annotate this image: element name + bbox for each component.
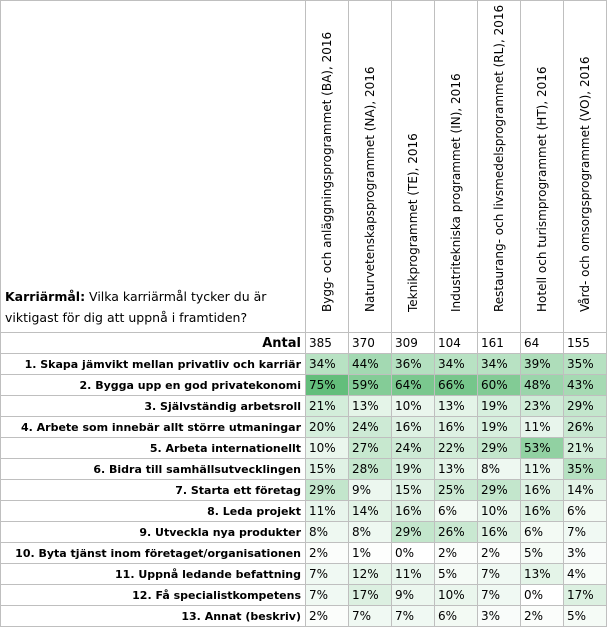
value-cell: 6% <box>564 501 607 522</box>
value-cell: 1% <box>349 543 392 564</box>
value-cell: 0% <box>392 543 435 564</box>
question-title <box>1 1 306 333</box>
value-cell: 15% <box>392 480 435 501</box>
row-label: 10. Byta tjänst inom företaget/organisationen <box>1 543 306 564</box>
value-cell: 29% <box>392 522 435 543</box>
value-cell: 7% <box>478 585 521 606</box>
table-row <box>1 585 607 606</box>
value-cell: 16% <box>521 501 564 522</box>
value-cell: 10% <box>435 585 478 606</box>
value-cell: 10% <box>306 438 349 459</box>
value-cell: 34% <box>435 354 478 375</box>
row-label: 2. Bygga upp en god privatekonomi <box>1 375 306 396</box>
value-cell: 64% <box>392 375 435 396</box>
row-label: 11. Uppnå ledande befattning <box>1 564 306 585</box>
value-cell: 25% <box>435 480 478 501</box>
row-label: 9. Utveckla nya produkter <box>1 522 306 543</box>
antal-row <box>1 333 607 354</box>
value-cell: 19% <box>478 417 521 438</box>
table-row <box>1 417 607 438</box>
value-cell: 6% <box>521 522 564 543</box>
value-cell: 8% <box>306 522 349 543</box>
antal-label: Antal <box>1 333 306 354</box>
value-cell: 7% <box>306 564 349 585</box>
table-row <box>1 438 607 459</box>
value-cell: 11% <box>306 501 349 522</box>
value-cell: 14% <box>349 501 392 522</box>
value-cell: 8% <box>478 459 521 480</box>
value-cell: 5% <box>564 606 607 627</box>
value-cell: 5% <box>521 543 564 564</box>
value-cell: 29% <box>478 438 521 459</box>
column-header-in: Industritekniska programmet (IN), 2016 <box>435 1 478 333</box>
table-row <box>1 543 607 564</box>
value-cell: 9% <box>349 480 392 501</box>
value-cell: 5% <box>435 564 478 585</box>
value-cell: 3% <box>564 543 607 564</box>
value-cell: 60% <box>478 375 521 396</box>
value-cell: 35% <box>564 459 607 480</box>
value-cell: 8% <box>349 522 392 543</box>
value-cell: 21% <box>564 438 607 459</box>
antal-rl: 161 <box>478 333 521 354</box>
value-cell: 16% <box>478 522 521 543</box>
value-cell: 29% <box>564 396 607 417</box>
value-cell: 16% <box>435 417 478 438</box>
row-label: 1. Skapa jämvikt mellan privatliv och karriär <box>1 354 306 375</box>
value-cell: 44% <box>349 354 392 375</box>
value-cell: 35% <box>564 354 607 375</box>
value-cell: 20% <box>306 417 349 438</box>
value-cell: 4% <box>564 564 607 585</box>
antal-te: 309 <box>392 333 435 354</box>
antal-na: 370 <box>349 333 392 354</box>
value-cell: 24% <box>392 438 435 459</box>
value-cell: 11% <box>521 417 564 438</box>
row-label: 12. Få specialistkompetens <box>1 585 306 606</box>
value-cell: 10% <box>392 396 435 417</box>
question-title-text: Vilka karriärmål tycker du är viktigast för dig att uppnå i framtiden? <box>5 289 267 325</box>
value-cell: 43% <box>564 375 607 396</box>
value-cell: 17% <box>349 585 392 606</box>
value-cell: 34% <box>478 354 521 375</box>
value-cell: 2% <box>306 606 349 627</box>
value-cell: 75% <box>306 375 349 396</box>
antal-in: 104 <box>435 333 478 354</box>
column-header-ba: Bygg- och anläggningsprogrammet (BA), 2016 <box>306 1 349 333</box>
value-cell: 13% <box>435 396 478 417</box>
value-cell: 48% <box>521 375 564 396</box>
value-cell: 66% <box>435 375 478 396</box>
column-header-te: Teknikprogrammet (TE), 2016 <box>392 1 435 333</box>
value-cell: 22% <box>435 438 478 459</box>
value-cell: 12% <box>349 564 392 585</box>
value-cell: 2% <box>478 543 521 564</box>
value-cell: 39% <box>521 354 564 375</box>
row-label: 8. Leda projekt <box>1 501 306 522</box>
value-cell: 9% <box>392 585 435 606</box>
column-header-na: Naturvetenskapsprogrammet (NA), 2016 <box>349 1 392 333</box>
value-cell: 53% <box>521 438 564 459</box>
value-cell: 26% <box>435 522 478 543</box>
question-title-bold: Karriärmål: <box>5 289 86 304</box>
table-row <box>1 564 607 585</box>
value-cell: 24% <box>349 417 392 438</box>
table-body <box>1 354 607 627</box>
antal-ba: 385 <box>306 333 349 354</box>
table-row <box>1 396 607 417</box>
value-cell: 2% <box>306 543 349 564</box>
value-cell: 23% <box>521 396 564 417</box>
value-cell: 29% <box>306 480 349 501</box>
table-row <box>1 480 607 501</box>
value-cell: 7% <box>392 606 435 627</box>
value-cell: 16% <box>392 501 435 522</box>
value-cell: 7% <box>349 606 392 627</box>
row-label: 6. Bidra till samhällsutvecklingen <box>1 459 306 480</box>
value-cell: 7% <box>564 522 607 543</box>
value-cell: 15% <box>306 459 349 480</box>
row-label: 7. Starta ett företag <box>1 480 306 501</box>
value-cell: 3% <box>478 606 521 627</box>
value-cell: 13% <box>521 564 564 585</box>
value-cell: 26% <box>564 417 607 438</box>
table-row <box>1 459 607 480</box>
antal-ht: 64 <box>521 333 564 354</box>
row-label: 4. Arbete som innebär allt större utmaningar <box>1 417 306 438</box>
value-cell: 13% <box>349 396 392 417</box>
value-cell: 19% <box>478 396 521 417</box>
value-cell: 19% <box>392 459 435 480</box>
table-row <box>1 354 607 375</box>
value-cell: 34% <box>306 354 349 375</box>
row-label: 3. Självständig arbetsroll <box>1 396 306 417</box>
header-row <box>1 1 607 333</box>
value-cell: 59% <box>349 375 392 396</box>
value-cell: 11% <box>521 459 564 480</box>
value-cell: 6% <box>435 501 478 522</box>
value-cell: 16% <box>392 417 435 438</box>
table-row <box>1 522 607 543</box>
value-cell: 36% <box>392 354 435 375</box>
table-row <box>1 606 607 627</box>
value-cell: 7% <box>306 585 349 606</box>
row-label: 5. Arbeta internationellt <box>1 438 306 459</box>
value-cell: 10% <box>478 501 521 522</box>
value-cell: 21% <box>306 396 349 417</box>
value-cell: 17% <box>564 585 607 606</box>
column-header-rl: Restaurang- och livsmedelsprogrammet (RL), 2016 <box>478 1 521 333</box>
table-row <box>1 375 607 396</box>
column-header-ht: Hotell och turismprogrammet (HT), 2016 <box>521 1 564 333</box>
value-cell: 14% <box>564 480 607 501</box>
value-cell: 7% <box>478 564 521 585</box>
value-cell: 2% <box>521 606 564 627</box>
value-cell: 6% <box>435 606 478 627</box>
value-cell: 29% <box>478 480 521 501</box>
column-header-vo: Vård- och omsorgsprogrammet (VO), 2016 <box>564 1 607 333</box>
value-cell: 28% <box>349 459 392 480</box>
antal-vo: 155 <box>564 333 607 354</box>
value-cell: 13% <box>435 459 478 480</box>
value-cell: 11% <box>392 564 435 585</box>
value-cell: 2% <box>435 543 478 564</box>
value-cell: 27% <box>349 438 392 459</box>
value-cell: 16% <box>521 480 564 501</box>
value-cell: 0% <box>521 585 564 606</box>
row-label: 13. Annat (beskriv) <box>1 606 306 627</box>
table-row <box>1 501 607 522</box>
